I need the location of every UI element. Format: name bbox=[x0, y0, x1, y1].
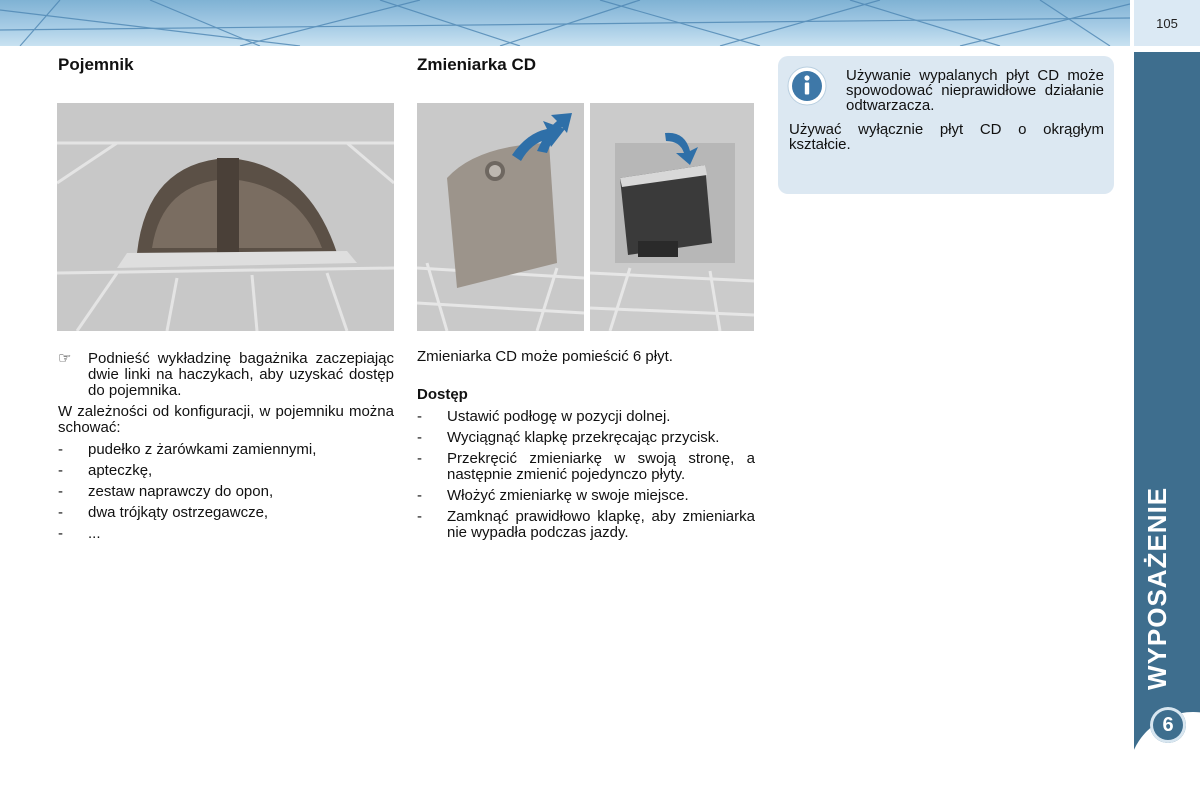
step-item: - Włożyć zmieniarkę w swoje miejsce. bbox=[417, 487, 689, 504]
middle-column-text bbox=[417, 349, 755, 546]
header-band bbox=[0, 0, 1130, 46]
chapter-number: 6 bbox=[1150, 707, 1186, 743]
list-item: - dwa trójkąty ostrzegawcze, bbox=[58, 504, 269, 521]
step-item: - Ustawić podłogę w pozycji dolnej. bbox=[417, 408, 671, 425]
section-heading-pojemnik: Pojemnik bbox=[58, 55, 134, 74]
info-disc-shape-text: Używać wyłącznie płyt CD o okrągłym kształcie. bbox=[789, 121, 1104, 153]
list-item: - apteczkę, bbox=[58, 462, 153, 479]
page-number: 105 bbox=[1134, 0, 1200, 46]
step-item: - Przekręcić zmieniarkę w swoją stronę, a następnie zmienić pojedynczo płyty. bbox=[417, 450, 755, 483]
info-icon bbox=[787, 66, 827, 106]
step-item: - Zamknąć prawidłowo klapkę, aby zmieniarka nie wypadła podczas jazdy. bbox=[417, 508, 755, 541]
cd-changer-illustration bbox=[590, 103, 754, 331]
hand-pointer-icon: ☞ bbox=[58, 350, 72, 367]
contents-intro: W zależności od konfiguracji, w pojemniku można schować: bbox=[58, 403, 394, 436]
access-subheading: Dostęp bbox=[417, 386, 468, 403]
storage-compartment-illustration bbox=[57, 103, 394, 331]
bullet-item bbox=[58, 351, 394, 399]
cd-changer-image bbox=[590, 103, 754, 331]
cd-capacity-text: Zmieniarka CD może pomieścić 6 płyt. bbox=[417, 348, 673, 365]
list-item: - zestaw naprawczy do opon, bbox=[58, 483, 274, 500]
info-warning-text: Używanie wypalanych płyt CD może spowodować nieprawidłowe działanie odtwarzacza. bbox=[846, 67, 1104, 114]
cd-flap-image bbox=[417, 103, 584, 331]
list-item: - pudełko z żarówkami zamiennymi, bbox=[58, 441, 317, 458]
section-heading-cd-changer: Zmieniarka CD bbox=[417, 55, 537, 74]
left-column-text bbox=[58, 351, 394, 547]
chapter-title: WYPOSAŻENIE bbox=[1142, 486, 1172, 690]
bullet-text: Podnieść wykładzinę bagażnika zaczepiając dwie linki na haczykach, aby uzyskać dostęp do pojemnika. bbox=[88, 350, 394, 399]
header-pattern bbox=[0, 0, 1130, 46]
cd-flap-illustration bbox=[417, 103, 584, 331]
step-item: - Wyciągnąć klapkę przekręcając przycisk. bbox=[417, 429, 720, 446]
list-item: - ... bbox=[58, 525, 101, 542]
storage-compartment-image bbox=[57, 103, 394, 331]
